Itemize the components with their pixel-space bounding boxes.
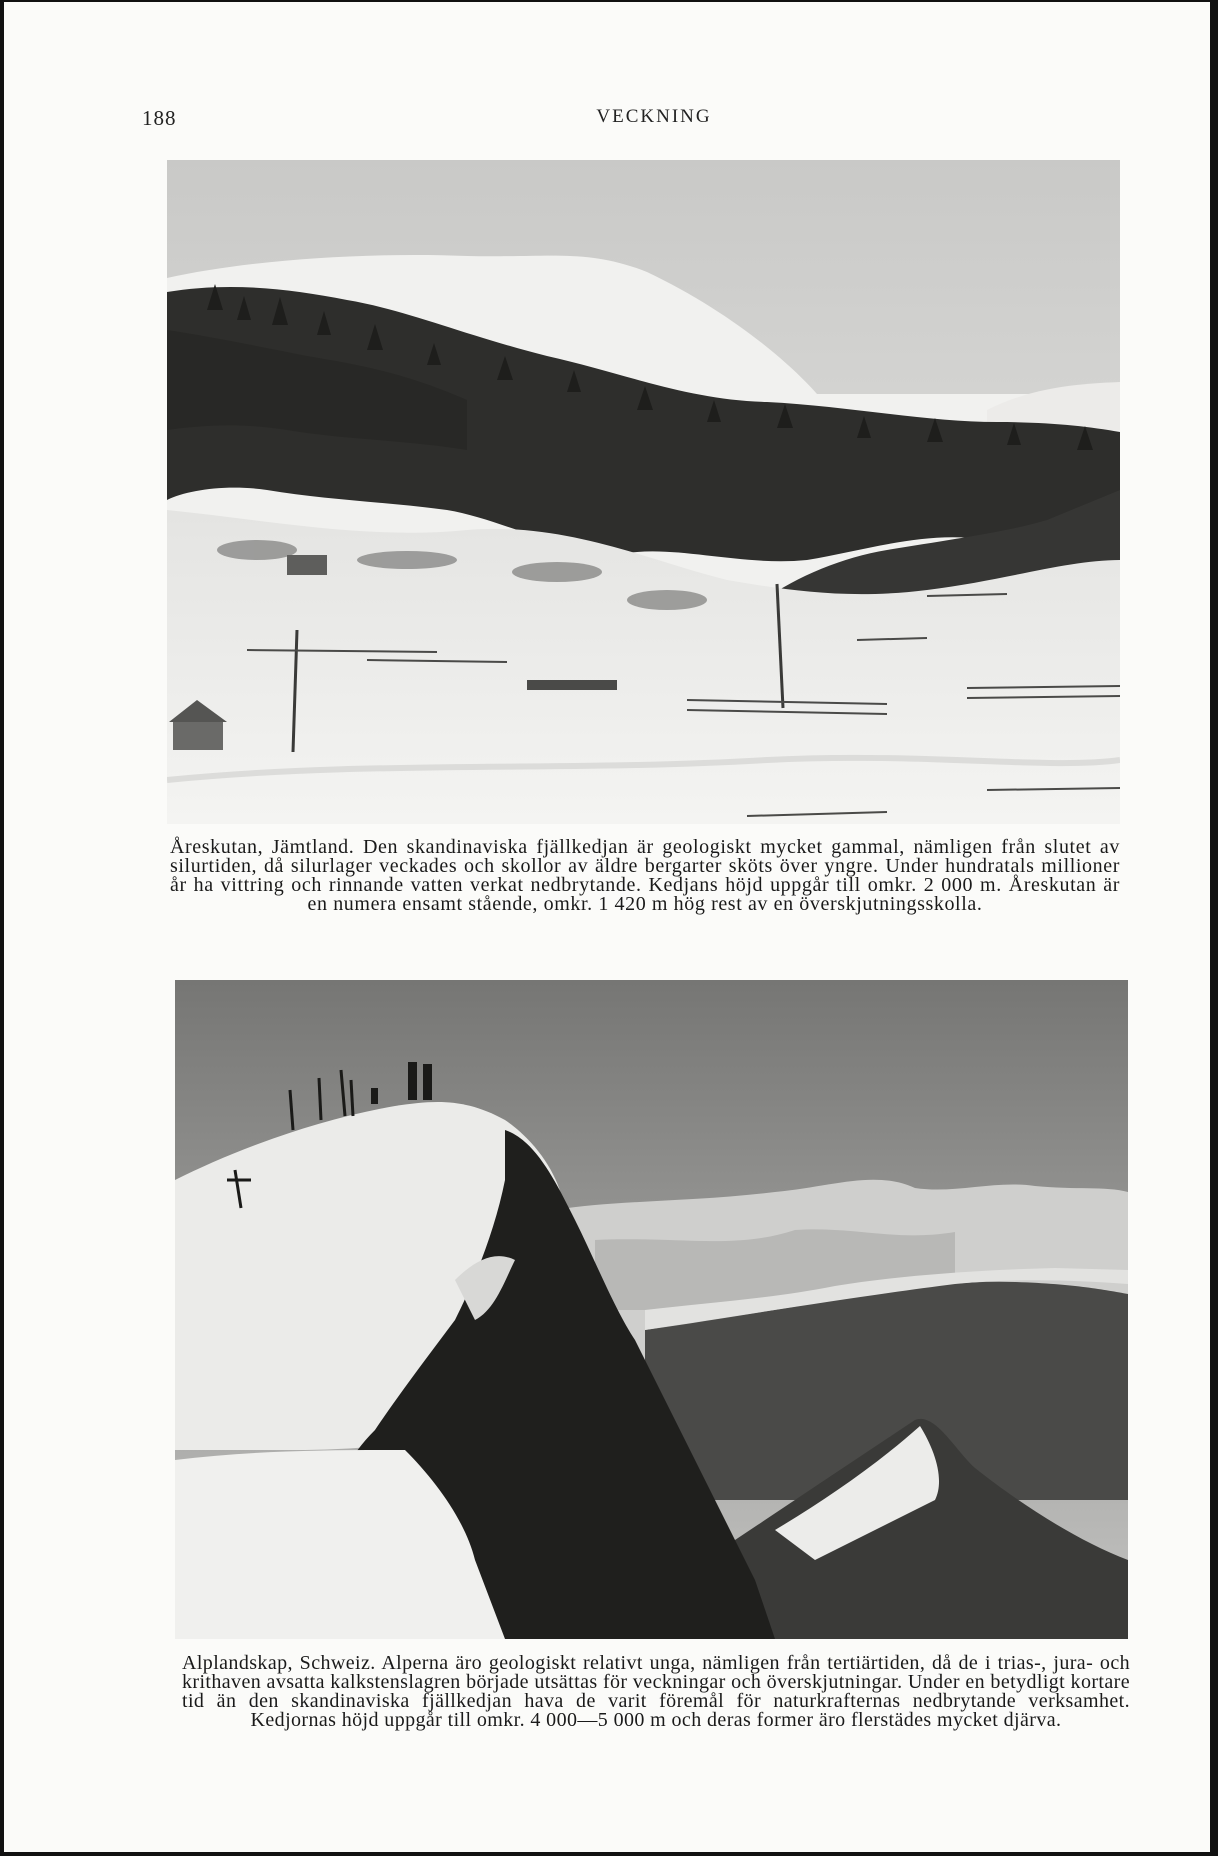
photo-alplandskap-illustration (175, 980, 1128, 1639)
book-page (4, 2, 1210, 1852)
photo-areskutan-illustration (167, 160, 1120, 824)
page-number: 188 (142, 106, 177, 130)
running-head: VECKNING (596, 106, 712, 127)
caption-alplandskap: Alplandskap, Schweiz. Alperna äro geologiskt relativt unga, nämligen från tertiärtiden, då de i trias-, jura- och krithaven avsatta kalkstenslagren började utsättas för veckningar och överskjutningar. Under en betydligt kortare tid än den skandinaviska fjällkedjan hava de varit föremål för naturkrafternas nedbrytande verksamhet. Kedjornas höjd uppgår till omkr. 4 000—5 000 m och deras former äro flerstädes mycket djärva. (182, 1652, 1130, 1731)
photo-alplandskap (175, 980, 1128, 1639)
caption-areskutan: Åreskutan, Jämtland. Den skandinaviska fjällkedjan är geologiskt mycket gammal, nämligen från slutet av silurtiden, då silurlager veckades och skollor av äldre bergarter sköts över yngre. Under hundratals millioner år ha vittring och rinnande vatten verkat nedbrytande. Kedjans höjd uppgår till omkr. 2 000 m. Åreskutan är en numera ensamt stående, omkr. 1 420 m hög rest av en överskjutningsskolla. (170, 836, 1120, 915)
photo-areskutan (167, 160, 1120, 824)
